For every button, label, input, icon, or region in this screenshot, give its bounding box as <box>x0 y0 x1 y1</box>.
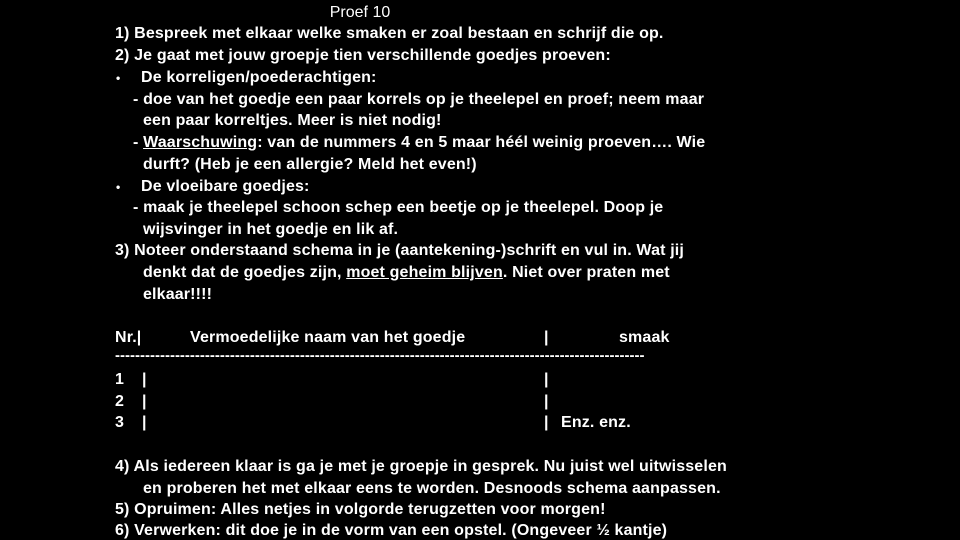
table-row-3-sep2: | <box>544 414 549 431</box>
item-4-line-1: 4) Als iedereen klaar is ga je met je groepje in gesprek. Nu juist wel uitwisselen <box>115 458 727 475</box>
bullet-2-line-1: - maak je theelepel schoon schep een beetje op je theelepel. Doop je <box>133 199 664 216</box>
table-row-1-sep1: | <box>142 371 147 388</box>
secret-warning: moet geheim blijven <box>346 264 503 281</box>
table-header-nr: Nr.| <box>115 329 142 346</box>
table-row-2-sep1: | <box>142 393 147 410</box>
item-3-text-a: denkt dat de goedjes zijn, <box>143 264 347 281</box>
bullet-2-line-2: wijsvinger in het goedje en lik af. <box>143 221 399 238</box>
table-row-3-sep1: | <box>142 414 147 431</box>
bullet-1-line-3 <box>133 134 705 152</box>
item-6: 6) Verwerken: dit doe je in de vorm van een opstel. (Ongeveer ½ kantje) <box>115 522 668 539</box>
warning-text: : van de nummers 4 en 5 maar héél weinig proeven…. Wie <box>257 134 706 151</box>
table-header-sep: | <box>544 329 549 346</box>
bullet-1-line-1: - doe van het goedje een paar korrels op je theelepel en proef; neem maar <box>133 91 705 108</box>
warning-label: Waarschuwing <box>143 134 258 151</box>
warning-prefix: - <box>133 134 144 151</box>
item-3-text-b: . Niet over praten met <box>502 264 670 281</box>
bullet-2: • <box>116 180 121 194</box>
table-header-name: Vermoedelijke naam van het goedje <box>190 329 466 346</box>
item-3-line-3: elkaar!!!! <box>143 286 213 303</box>
table-row-1-nr: 1 <box>115 371 125 388</box>
item-4-line-2: en proberen het met elkaar eens te worden. Desnoods schema aanpassen. <box>143 480 721 497</box>
bullet-1-heading: De korreligen/poederachtigen: <box>141 69 377 86</box>
item-5: 5) Opruimen: Alles netjes in volgorde terugzetten voor morgen! <box>115 501 606 518</box>
bullet-1-line-4: durft? (Heb je een allergie? Meld het even!) <box>143 156 477 173</box>
table-row-3-extra: Enz. enz. <box>561 414 631 431</box>
table-row-2-sep2: | <box>544 393 549 410</box>
table-header-smaak: smaak <box>619 329 670 346</box>
page-title: Proef 10 <box>329 4 391 21</box>
table-row-1-sep2: | <box>544 371 549 388</box>
item-1: 1) Bespreek met elkaar welke smaken er zoal bestaan en schrijf die op. <box>115 25 664 42</box>
item-3-line-1: 3) Noteer onderstaand schema in je (aantekening-)schrift en vul in. Wat jij <box>115 242 684 259</box>
item-2: 2) Je gaat met jouw groepje tien verschillende goedjes proeven: <box>115 47 611 64</box>
bullet-1-line-2: een paar korreltjes. Meer is niet nodig! <box>143 112 442 129</box>
table-row-2-nr: 2 <box>115 393 125 410</box>
bullet-1: • <box>116 71 121 85</box>
bullet-2-heading: De vloeibare goedjes: <box>141 178 310 195</box>
table-divider: ---------------------------------------------------------------------------------------------------------- <box>115 347 645 364</box>
table-row-3-nr: 3 <box>115 414 125 431</box>
item-3-line-2 <box>143 264 670 282</box>
